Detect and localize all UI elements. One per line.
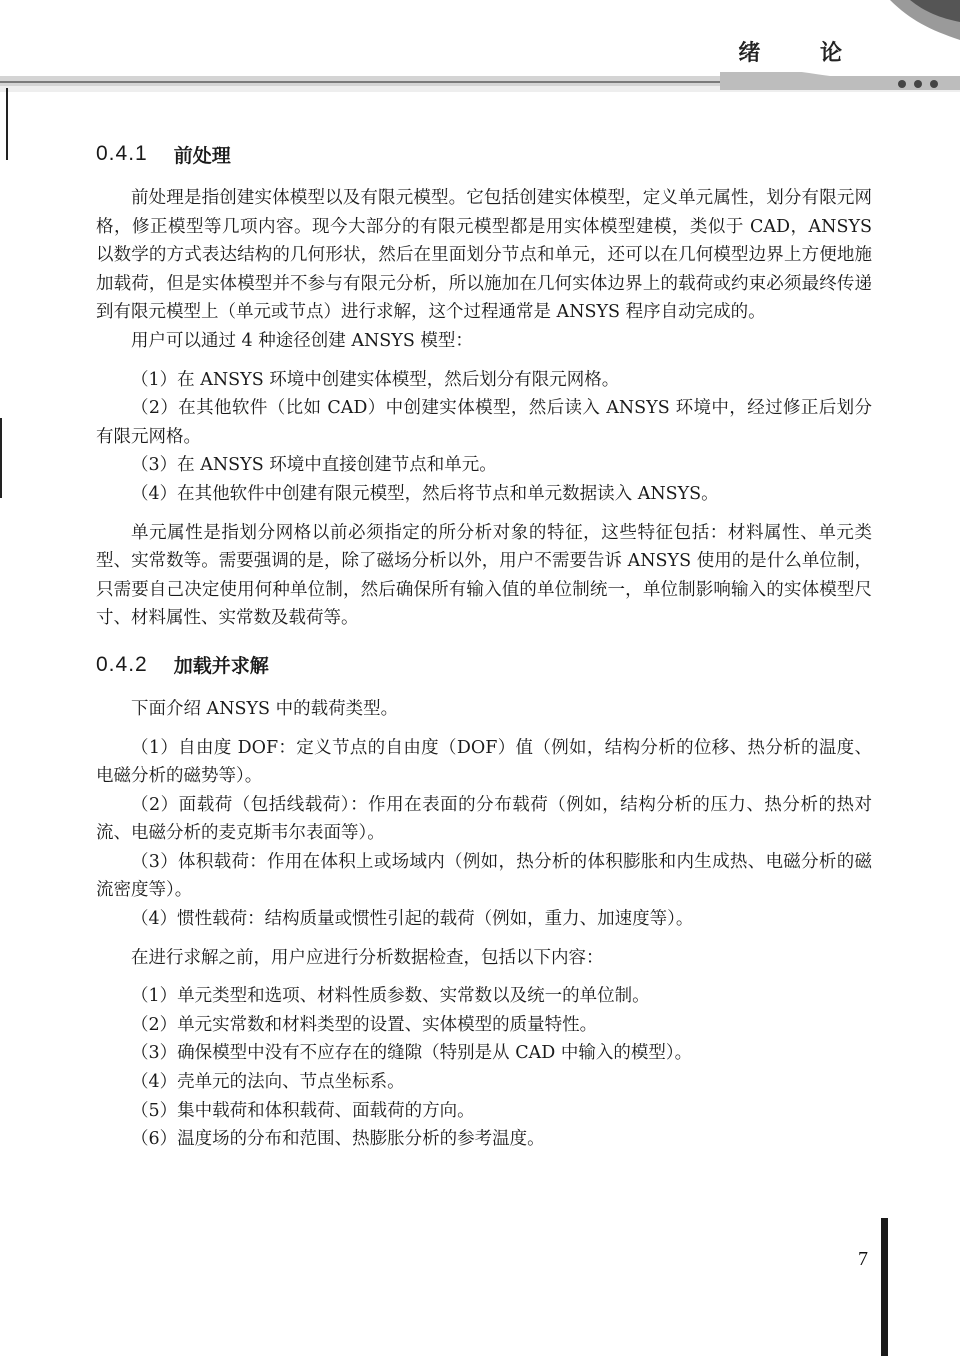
list-item: （1）单元类型和选项、材料性质参数、实常数以及统一的单位制。 [131, 986, 650, 1007]
list-item: （4）惯性载荷：结构质量或惯性引起的载荷（例如，重力、加速度等）。 [131, 909, 694, 930]
list-item: （4）壳单元的法向、节点坐标系。 [131, 1072, 405, 1093]
paragraph: 前处理是指创建实体模型以及有限元模型。它包括创建实体模型，定义单元属性，划分有限元网格，修正模型等几项内容。现今大部分的有限元模型都是用实体模型建模，类似于 CAD，ANSYS 以数学的方式表达结构的几何形状，然后在里面划分节点和单元，还可以在几何模型边界上方便地施加载荷，但是实体模型并不参与有限元分析，所以施加在几何实体边界上的载荷或约束必须最终传递到有限元模型上（单元或节点）进行求解，这个过程通常是 ANSYS 程序自动完成的。 [96, 188, 872, 323]
list-item: （5）集中载荷和体积载荷、面载荷的方向。 [131, 1100, 475, 1121]
list-item: （2）面载荷（包括线载荷）：作用在表面的分布载荷（例如，结构分析的压力、热分析的热对流、电磁分析的麦克斯韦尔表面等）。 [96, 794, 872, 844]
paragraph: 单元属性是指划分网格以前必须指定的所分析对象的特征，这些特征包括：材料属性、单元类型、实常数等。需要强调的是，除了磁场分析以外，用户不需要告诉 ANSYS 使用的是什么单位制，只需要自己决定使用何种单位制，然后确保所有输入值的单位制统一，单位制影响输入的实体模型尺寸、材料属性、实常数及载荷等。 [96, 522, 872, 629]
list-item: （3）确保模型中没有不应存在的缝隙（特别是从 CAD 中输入的模型）。 [131, 1043, 693, 1064]
section-heading [96, 645, 872, 685]
section-number: 0.4.1 [96, 142, 148, 165]
section-title: 加载并求解 [173, 655, 269, 678]
page-content [96, 134, 872, 1154]
list-item: （3）在 ANSYS 环境中直接创建节点和单元。 [131, 455, 497, 476]
section-title: 前处理 [173, 144, 231, 167]
list-item: （2）单元实常数和材料类型的设置、实体模型的质量特性。 [131, 1014, 598, 1035]
list-item: （1）自由度 DOF：定义节点的自由度（DOF）值（例如，结构分析的位移、热分析的温度、电磁分析的磁势等）。 [96, 737, 872, 787]
section-number: 0.4.2 [96, 652, 148, 676]
corner-ornament [880, 0, 960, 72]
paragraph: 下面介绍 ANSYS 中的载荷类型。 [131, 698, 399, 719]
list-item: （1）在 ANSYS 环境中创建实体模型，然后划分有限元网格。 [131, 369, 620, 390]
paragraph: 用户可以通过 4 种途径创建 ANSYS 模型： [131, 330, 473, 351]
page-edge-bar [881, 1218, 888, 1356]
paragraph: 在进行求解之前，用户应进行分析数据检查，包括以下内容： [131, 947, 604, 968]
margin-rule [6, 88, 8, 160]
page-number: 7 [858, 1248, 868, 1270]
margin-rule [0, 418, 2, 498]
list-item: （2）在其他软件（比如 CAD）中创建实体模型，然后读入 ANSYS 环境中，经过修正后划分有限元网格。 [96, 398, 872, 447]
chapter-label: 绪 论 [738, 40, 868, 66]
list-item: （3）体积载荷：作用在体积上或场域内（例如，热分析的体积膨胀和内生成热、电磁分析的磁流密度等）。 [96, 851, 872, 901]
list-item: （6）温度场的分布和范围、热膨胀分析的参考温度。 [131, 1129, 545, 1150]
section-heading [96, 134, 872, 174]
list-item: （4）在其他软件中创建有限元模型，然后将节点和单元数据读入 ANSYS。 [131, 483, 719, 504]
header-decoration [0, 72, 960, 102]
